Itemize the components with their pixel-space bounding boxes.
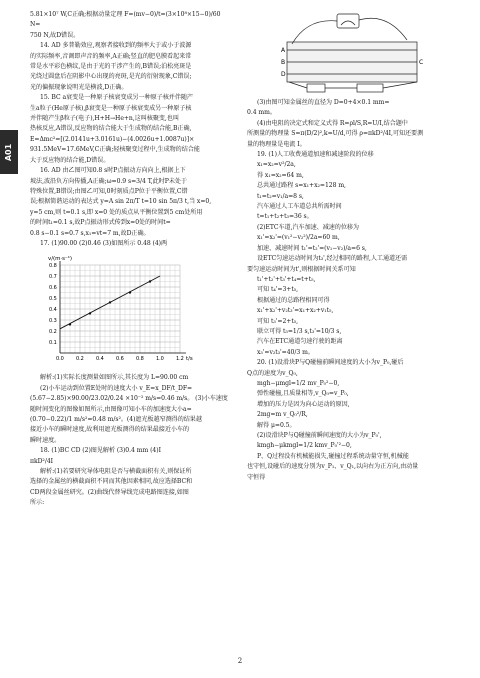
text-line: 联立可得 t₅=1/3 s,t₃'=10/3 s, (257, 327, 342, 335)
side-tab (0, 130, 18, 174)
y-tick-label: 0.6 (49, 285, 57, 292)
x-tick-label: 0.0 (56, 356, 64, 363)
text-line: 汽车通过人工车道总共所需时间 (257, 203, 342, 211)
text-line: (4)由电阻的决定式和定义式得 R=ρl/S,R=U/I,结合题中 (257, 119, 408, 127)
text-line: 光绕过圆盘后在阴影中心出现的亮斑,是光的衍射现象,C错误; (30, 73, 192, 81)
circuit-diagram (267, 10, 437, 96)
data-point (89, 313, 91, 315)
text-line: 0.4 mm。 (247, 109, 276, 117)
text-line: 弹性碰撞,且质量相等,v_Q₀=v_P₀, (257, 390, 349, 398)
text-line: x₁=x₂=v²/2a, (257, 161, 296, 169)
y-tick-label: 0.2 (49, 329, 57, 336)
y-tick-label: 0.3 (49, 318, 57, 325)
text-line: Q点的速度为v_Q₀, (247, 369, 298, 377)
text-line: P、Q过程没有机械能损失,碰撞过程系统动量守恒,机械能 (257, 452, 409, 460)
text-line: 16. AD 由乙图可知0.8 s时P点振动方向向上,根据上下 (40, 167, 186, 175)
text-line: 可知 t₃'=2+t₅, (257, 317, 299, 325)
text-line: (2)ETC车道,汽车加速、减速的位移为 (257, 223, 359, 231)
text-line: x₁'+x₂'+v₂t₃'=x₁+x₂+v₁t₅, (257, 307, 334, 315)
text-line: 生a粒子(He原子核),β衰变是一种原子核衰变成另一种原子核 (30, 104, 192, 112)
text-line: 设ETC匀速运动时间为t₃',经过相同的路程,人工通道还需 (257, 255, 408, 263)
text-line: 特殊位置,B错误;由图乙可知,0时刻质点P位于平衡位置,C错 (30, 187, 188, 195)
text-line: 热核反应,A错误,反应物的结合能大于生成物的结合能,B正确, (30, 125, 192, 133)
text-line: x₃'=v₂t₃'=40/3 m。 (257, 348, 314, 356)
y-tick-label: 0.7 (49, 274, 57, 281)
text-line: 解析:(1)实际长度测量如图所示,其长度为 L=90.00 cm (40, 374, 189, 382)
text-line: 随时间变化的图像如图所示,由图像可知小车的加速度大小a= (30, 405, 192, 413)
text-line: (0.70−0.22)/1 m/s²=0.48 m/s²。(4)遮光板越窄测得的结果越 (30, 415, 202, 423)
text-line: (2)设滑块P与Q碰撞前瞬间速度的大小为v_P₀', (257, 432, 382, 439)
text-line: 误;根据简谐运动的表达式 y=A sin 2π/T t=10 sin 5π/3 t,当 x=0, (30, 198, 212, 206)
label-d: D (281, 71, 286, 78)
text-line: 大于反应物的结合能,D错误。 (30, 156, 110, 164)
text-line: 得 x₁=x₂=64 m, (257, 171, 304, 179)
text-line: 增加的压力是因为向心运动的原因, (257, 400, 350, 408)
chart-y-label: v/(m·s⁻¹) (48, 256, 73, 263)
data-point (109, 302, 111, 304)
text-line: 也守恒,设碰后的速度分别为v_P₁、v_Q₁,以向右为正方向,由动量 (247, 463, 419, 471)
left-column (30, 10, 231, 509)
text-line: 量的物理量是电流 I。 (247, 140, 306, 148)
text-line: 加速、减速时间 t₁'=t₂'=(v₁−v₂)/a=6 s, (257, 244, 367, 252)
y-tick-label: 0.4 (49, 307, 57, 314)
text-line: (3)由图可知金属丝的直径为 D=0+4×0.1 mm= (257, 99, 390, 106)
chart-x-label: t/s (186, 356, 193, 363)
text-line: 2mg=m v_Q₀²/R, (257, 411, 308, 419)
text-line: 常是水平彩色横纹,是由于光的干涉产生的,B错误;泊松亮斑是 (30, 63, 192, 71)
text-line: 汽车在ETC通道匀速行驶的距离 (257, 338, 343, 346)
text-line: 所示: (30, 499, 45, 507)
text-line: 0.8 s−0.1 s=0.7 s,x₁=vt=7 m,故D正确。 (30, 229, 150, 237)
text-line: 选择的金属丝的横截面积不同而其他因素相同,故应选择BC和 (30, 478, 193, 486)
text-line: 14. AD 多普勒效应,观察者接收到的频率大于或小于波源 (40, 42, 192, 50)
text-line: mgh−μmgl=1/2 mv_P₀²−0, (257, 379, 340, 387)
text-line: 931.5MeV=17.6MeV,C正确;轻核聚变过程中,生成物的结合能 (30, 146, 200, 154)
text-line: kmgh−μkmgl=1/2 kmv_P₀'²−0, (257, 442, 352, 450)
text-line: x₁'=x₂'=(v₁²−v₂²)/2a=60 m, (257, 234, 340, 242)
text-line: 17. (1)90.00 (2)0.46 (3)如图所示 0.48 (4)两 (40, 239, 168, 247)
text-line: 坡法,波沿负方向传播,A正确;ω=0.9 s=3/4 T,此时P未处于 (30, 177, 187, 185)
text-line: t₁=t₂=v₁/a=8 s, (257, 192, 304, 200)
text-line: 解得 μ=0.5。 (257, 421, 296, 429)
x-tick-label: 0.6 (116, 356, 124, 363)
text-line: 18. (1)BC CD (2)图见解析 (3)0.4 mm (4)I (40, 447, 161, 455)
text-line: 20. (1)设滑块P与Q碰撞前瞬间速度的大小为v_P₀,碰后 (257, 359, 404, 367)
text-line: πkD²/4I (30, 457, 54, 465)
side-tab-label: A01 (4, 143, 14, 161)
text-line: 的时间t₁=0.1 s,故P点振动形式传到x=0处的时间t= (30, 219, 171, 227)
label-c: C (419, 59, 424, 66)
text-line: 15. BC a衰变是一种原子核衰变成另一种原子核并伴随产 (40, 94, 193, 102)
text-line: CD两段金属丝研究。(2)曲线代替导线完成电路图连接,如图 (30, 488, 189, 496)
x-tick-label: 0.4 (96, 356, 104, 363)
x-tick-label: 0.2 (76, 356, 84, 363)
y-tick-label: 0.5 (49, 296, 57, 303)
right-column (247, 10, 459, 483)
text-line: 守恒得 (247, 473, 266, 481)
text-line: 可知 t₄'=3+t₅, (257, 286, 299, 294)
text-line: 5.81×10⁷ W,C正确;根据动量定理 F=(mv−0)/t=(3×10⁸×15−0)/60 N= (30, 11, 221, 29)
text-line: 解析:(1)若要研究导体电阻是否与横截面积有关,则保证所 (40, 468, 192, 475)
data-point (69, 324, 71, 326)
text-line: y=5 cm,则 t=0.1 s,即 x=0 处的质点从平衡位置到5 cm处所用 (30, 208, 203, 216)
label-a: A (281, 47, 286, 54)
text-line: (2)小车运动到位置E处时的速度大小 v_E=x_DF/t_DF= (40, 384, 193, 392)
x-tick-label: 1.2 (176, 356, 184, 363)
data-point (149, 281, 151, 283)
x-tick-label: 1.0 (156, 356, 164, 363)
text-line: 所测量的物理量 S=π(D/2)²,k=U/d,可得 ρ=πkD²/4I,可知还要测 (247, 130, 424, 138)
text-line: 要匀速运动时间为t',则根据时间关系可知 (247, 265, 356, 273)
text-line: 750 N,故D错误。 (30, 31, 80, 39)
text-line: 接近小车的瞬时速度,故利用遮光板测得的结果最接近小车的 (30, 426, 190, 434)
page-number: 2 (237, 657, 243, 665)
y-tick-label: 0.1 (49, 340, 57, 347)
text-line: t₁'+t₂'+t₃'+t₄=t+t₅, (257, 275, 316, 283)
text-line: 并伴随产生β粒子(电子),H+H→He+n,这叫核聚变,也叫 (30, 115, 179, 123)
text-line: 瞬时速度。 (30, 436, 61, 444)
text-line: 总共通过路程 s=x₁+x₂=128 m, (257, 182, 346, 190)
text-line: 根据通过的总路程相同可得 (257, 296, 330, 304)
text-line: t=t₁+t₂+t₃=36 s。 (257, 213, 313, 221)
text-line: 光的偏振现象说明光是横波,D正确。 (30, 83, 128, 91)
text-line: 的实际频率,音调即声音的频率,A正确;竖直的肥皂膜看起来常 (30, 52, 192, 60)
text-line: E=Δmc²=[(2.0141u+3.0161u)−(4.0026u+1.0087u)]× (30, 135, 195, 143)
label-b: B (281, 59, 286, 66)
y-tick-label: 0.8 (49, 263, 57, 270)
text-line: 19. (1)人工收费通道加速和减速阶段的位移 (257, 151, 374, 159)
text-line: (5.67−2.85)×90.00/23.02/0.24 ×10⁻² m/s=0.46 m/s。 (3)小车速度 (30, 395, 228, 403)
velocity-time-chart (40, 251, 200, 371)
data-point (129, 292, 131, 294)
x-tick-label: 0.8 (136, 356, 144, 363)
